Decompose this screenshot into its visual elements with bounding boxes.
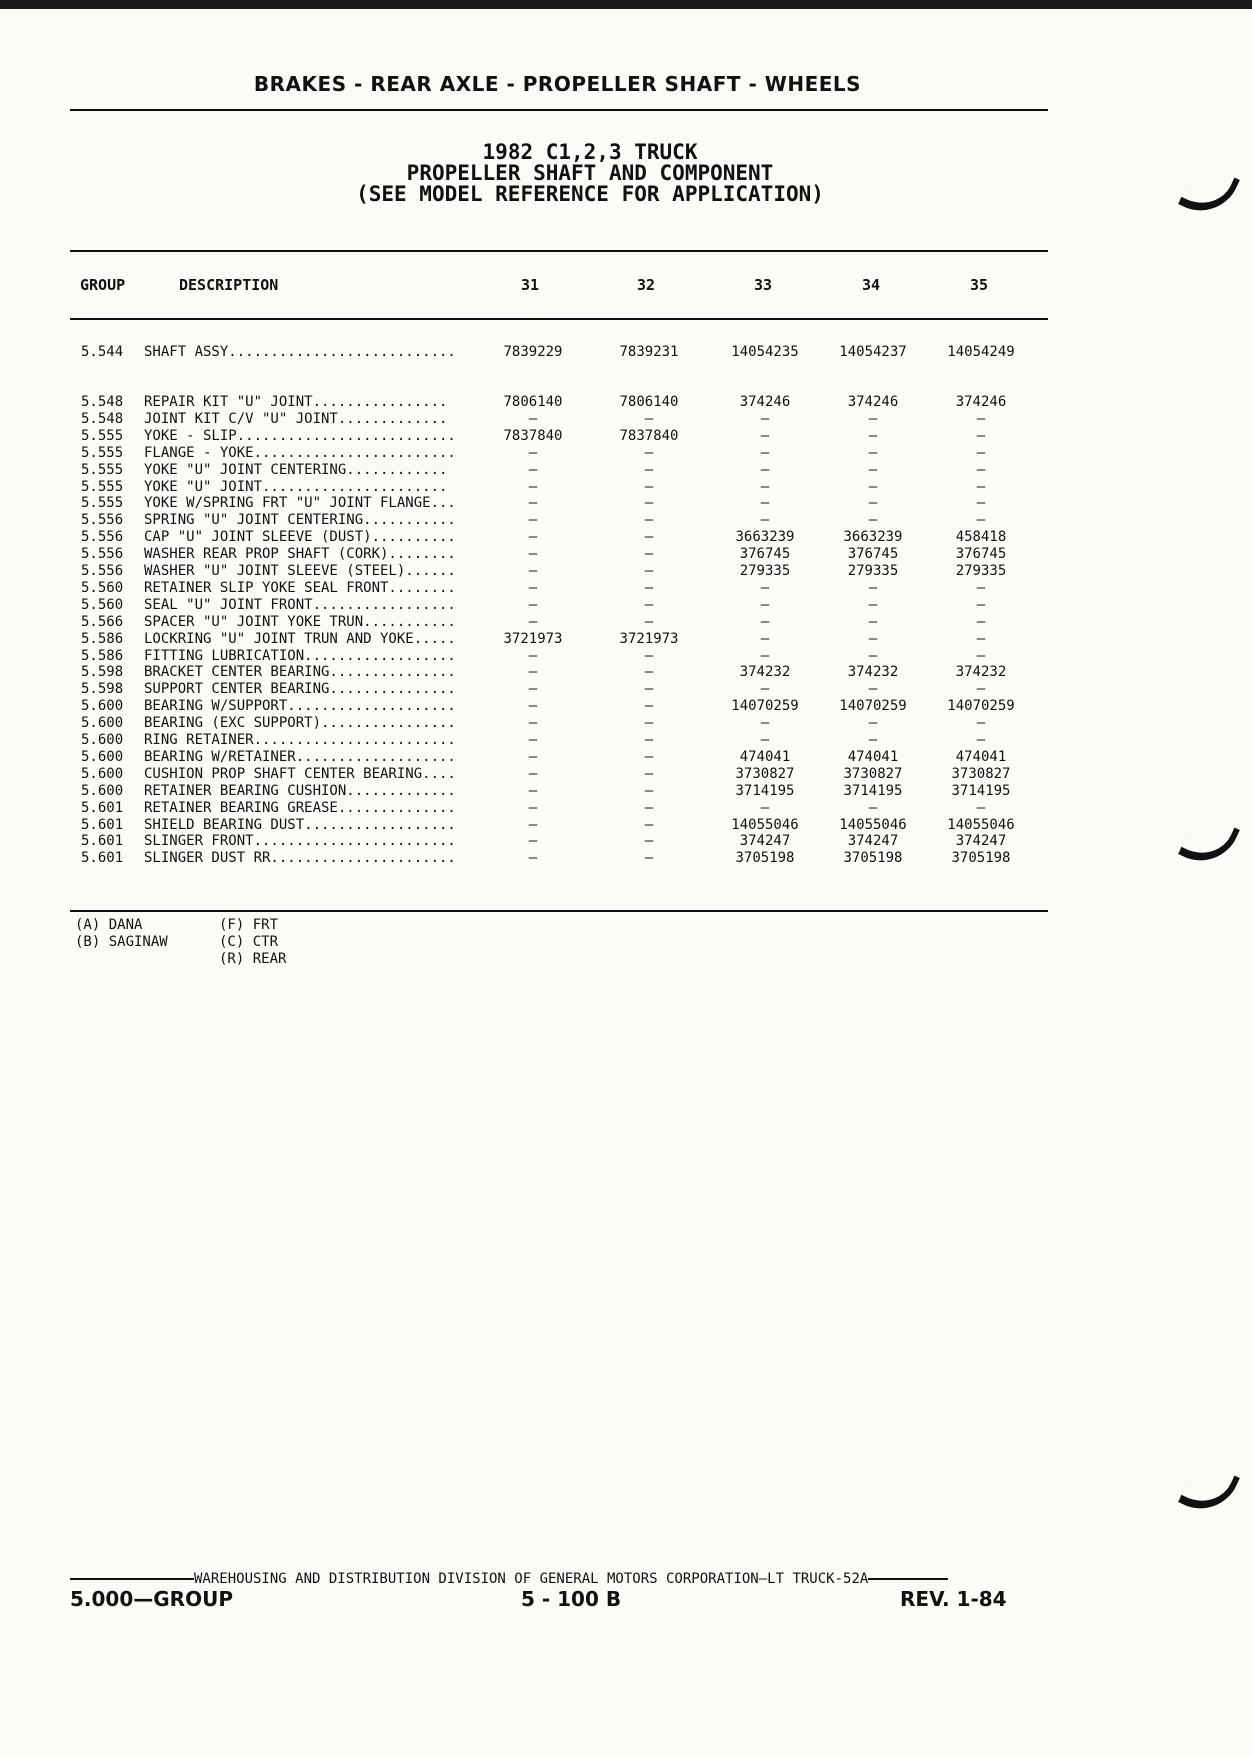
header-bottom-rule (70, 318, 1048, 320)
part-number-cell: — (868, 427, 878, 444)
table-top-rule (70, 250, 1048, 252)
part-number-cell: 374232 (955, 664, 1007, 681)
legend-a: (A) DANA (75, 917, 143, 933)
part-number-cell: — (868, 630, 878, 647)
part-number-cell: 7839231 (619, 344, 679, 360)
part-number-cell: — (760, 681, 770, 698)
part-number-cell: — (644, 444, 654, 461)
row-group-code: 5.598 (81, 664, 124, 681)
part-number-cell: 279335 (955, 563, 1007, 579)
part-number-cell: — (976, 715, 986, 732)
part-number-cell: 14070259 (731, 698, 799, 715)
part-number-cell: 374246 (739, 394, 791, 410)
row-group-code: 5.560 (81, 579, 124, 596)
part-number-cell: 7837840 (503, 427, 563, 444)
part-number-cell: — (528, 715, 538, 732)
col-model-32-header: 32 (637, 276, 656, 294)
part-number-cell: — (868, 799, 878, 816)
row-group-code: 5.544 (81, 344, 124, 360)
row-description: SLINGER FRONT........................ (144, 833, 456, 850)
part-number-cell: 458418 (955, 529, 1007, 546)
row-group-code: 5.555 (81, 444, 124, 461)
part-number-cell: 7806140 (503, 394, 563, 410)
col-model-34-header: 34 (862, 276, 881, 294)
part-number-cell: 474041 (739, 748, 791, 765)
part-number-cell: — (868, 495, 878, 512)
row-group-code: 5.556 (81, 512, 124, 529)
part-number-cell: 14070259 (839, 698, 907, 715)
row-description: RING RETAINER........................ (144, 732, 456, 748)
binder-hole-mark (1178, 1459, 1240, 1522)
table-row (0, 563, 1252, 580)
row-group-code: 5.548 (81, 410, 124, 427)
part-number-cell: — (644, 833, 654, 850)
part-number-cell: — (760, 512, 770, 529)
part-number-cell: — (528, 512, 538, 529)
part-number-cell: 3705198 (735, 850, 795, 867)
part-number-cell: 3714195 (843, 782, 903, 799)
table-row (0, 800, 1252, 817)
title-line-3: (SEE MODEL REFERENCE FOR APPLICATION) (356, 182, 824, 206)
row-description: BEARING W/SUPPORT.................... (144, 698, 456, 715)
row-description: YOKE "U" JOINT...................... (144, 478, 448, 495)
part-number-cell: — (760, 613, 770, 630)
row-description: FLANGE - YOKE........................ (144, 444, 456, 461)
top-edge-bar (0, 0, 1252, 9)
part-number-cell: 3730827 (843, 765, 903, 782)
row-description: SHIELD BEARING DUST.................. (144, 816, 456, 833)
part-number-cell: 7839229 (503, 344, 563, 360)
row-group-code: 5.586 (81, 630, 124, 647)
part-number-cell: — (976, 596, 986, 613)
table-row (0, 495, 1252, 512)
col-model-33-header: 33 (754, 276, 773, 294)
part-number-cell: — (868, 579, 878, 596)
row-description: RETAINER BEARING CUSHION............. (144, 782, 456, 799)
footer-group: 5.000—GROUP (70, 1587, 233, 1611)
part-number-cell: — (644, 715, 654, 732)
part-number-cell: — (644, 613, 654, 630)
part-number-cell: — (644, 478, 654, 495)
footer-revision: REV. 1-84 (900, 1587, 1007, 1611)
row-description: CUSHION PROP SHAFT CENTER BEARING.... (144, 765, 456, 782)
table-row (0, 597, 1252, 614)
table-row (0, 664, 1252, 681)
part-number-cell: — (644, 495, 654, 512)
part-number-cell: — (868, 461, 878, 478)
row-description: WASHER "U" JOINT SLEEVE (STEEL)...... (144, 563, 456, 579)
part-number-cell: — (644, 596, 654, 613)
row-description: SUPPORT CENTER BEARING............... (144, 681, 456, 698)
footer-dash-left (70, 1578, 194, 1580)
part-number-cell: 3714195 (735, 782, 795, 799)
header-rule (70, 109, 1048, 111)
part-number-cell: — (868, 478, 878, 495)
row-description: CAP "U" JOINT SLEEVE (DUST).......... (144, 529, 456, 546)
footer-division: WAREHOUSING AND DISTRIBUTION DIVISION OF GENERAL MOTORS CORPORATION—LT TRUCK-52A (194, 1571, 869, 1587)
part-number-cell: — (976, 427, 986, 444)
part-number-cell: — (976, 732, 986, 748)
row-group-code: 5.555 (81, 427, 124, 444)
part-number-cell: — (644, 732, 654, 748)
part-number-cell: 7806140 (619, 394, 679, 410)
table-row (0, 479, 1252, 496)
row-description: YOKE "U" JOINT CENTERING............ (144, 461, 448, 478)
part-number-cell: — (528, 529, 538, 546)
row-description: SPRING "U" JOINT CENTERING........... (144, 512, 456, 529)
part-number-cell: — (868, 596, 878, 613)
row-description: SLINGER DUST RR...................... (144, 850, 456, 867)
part-number-cell: — (760, 596, 770, 613)
part-number-cell: — (644, 546, 654, 563)
part-number-cell: — (644, 529, 654, 546)
part-number-cell: 3721973 (619, 630, 679, 647)
table-row (0, 817, 1252, 834)
part-number-cell: — (976, 444, 986, 461)
part-number-cell: — (528, 495, 538, 512)
part-number-cell: — (760, 478, 770, 495)
part-number-cell: — (644, 410, 654, 427)
part-number-cell: — (644, 816, 654, 833)
row-group-code: 5.598 (81, 681, 124, 698)
row-description: YOKE - SLIP.......................... (144, 427, 456, 444)
row-description: YOKE W/SPRING FRT "U" JOINT FLANGE... (144, 495, 456, 512)
part-number-cell: — (868, 512, 878, 529)
part-number-cell: 14055046 (839, 816, 907, 833)
part-number-cell: 14055046 (947, 816, 1015, 833)
part-number-cell: — (528, 664, 538, 681)
part-number-cell: 376745 (739, 546, 791, 563)
part-number-cell: — (528, 765, 538, 782)
part-number-cell: — (644, 799, 654, 816)
part-number-cell: 3705198 (951, 850, 1011, 867)
part-number-cell: 7837840 (619, 427, 679, 444)
table-row (0, 749, 1252, 766)
part-number-cell: — (976, 478, 986, 495)
part-number-cell: — (528, 698, 538, 715)
part-number-cell: — (760, 444, 770, 461)
row-group-code: 5.600 (81, 732, 124, 748)
part-number-cell: — (528, 647, 538, 664)
row-group-code: 5.548 (81, 394, 124, 410)
col-model-31-header: 31 (521, 276, 540, 294)
col-group-header: GROUP (80, 276, 126, 294)
part-number-cell: — (528, 613, 538, 630)
part-number-cell: — (976, 681, 986, 698)
part-number-cell: — (868, 681, 878, 698)
part-number-cell: — (528, 563, 538, 579)
part-number-cell: 374246 (955, 394, 1007, 410)
part-number-cell: — (528, 732, 538, 748)
row-group-code: 5.600 (81, 748, 124, 765)
part-number-cell: — (760, 630, 770, 647)
row-description: SEAL "U" JOINT FRONT................. (144, 596, 456, 613)
part-number-cell: — (644, 579, 654, 596)
table-row (0, 462, 1252, 479)
part-number-cell: 14055046 (731, 816, 799, 833)
row-description: BRACKET CENTER BEARING............... (144, 664, 456, 681)
row-group-code: 5.556 (81, 563, 124, 579)
row-group-code: 5.601 (81, 833, 124, 850)
row-group-code: 5.556 (81, 546, 124, 563)
row-description: BEARING (EXC SUPPORT)................ (144, 715, 456, 732)
row-description: LOCKRING "U" JOINT TRUN AND YOKE..... (144, 630, 456, 647)
row-description: BEARING W/RETAINER................... (144, 748, 456, 765)
title-line-2: PROPELLER SHAFT AND COMPONENT (406, 161, 774, 185)
part-number-cell: — (760, 495, 770, 512)
row-group-code: 5.600 (81, 765, 124, 782)
part-number-cell: — (868, 444, 878, 461)
part-number-cell: — (528, 596, 538, 613)
binder-hole-mark (1178, 161, 1240, 224)
table-row (0, 445, 1252, 462)
part-number-cell: — (528, 478, 538, 495)
row-group-code: 5.555 (81, 461, 124, 478)
part-number-cell: — (528, 850, 538, 867)
footer-division-line (70, 1571, 1048, 1587)
part-number-cell: 3663239 (735, 529, 795, 546)
part-number-cell: 14054237 (839, 344, 907, 360)
row-description: WASHER REAR PROP SHAFT (CORK)........ (144, 546, 456, 563)
row-group-code: 5.560 (81, 596, 124, 613)
row-group-code: 5.600 (81, 782, 124, 799)
row-group-code: 5.586 (81, 647, 124, 664)
table-row (0, 833, 1252, 850)
row-group-code: 5.566 (81, 613, 124, 630)
part-number-cell: — (976, 579, 986, 596)
part-number-cell: 3721973 (503, 630, 563, 647)
part-number-cell: — (976, 495, 986, 512)
part-number-cell: 14070259 (947, 698, 1015, 715)
row-description: RETAINER BEARING GREASE.............. (144, 799, 456, 816)
part-number-cell: 279335 (739, 563, 791, 579)
part-number-cell: — (760, 732, 770, 748)
part-number-cell: — (760, 647, 770, 664)
row-group-code: 5.555 (81, 495, 124, 512)
part-number-cell: 14054249 (947, 344, 1015, 360)
part-number-cell: — (528, 546, 538, 563)
part-number-cell: — (644, 647, 654, 664)
part-number-cell: — (976, 461, 986, 478)
row-group-code: 5.600 (81, 698, 124, 715)
row-description: RETAINER SLIP YOKE SEAL FRONT........ (144, 579, 456, 596)
part-number-cell: — (644, 698, 654, 715)
table-row (0, 648, 1252, 665)
part-number-cell: — (528, 410, 538, 427)
part-number-cell: 374247 (739, 833, 791, 850)
part-number-cell: — (976, 630, 986, 647)
part-number-cell: — (976, 512, 986, 529)
table-row (0, 681, 1252, 698)
part-number-cell: — (868, 715, 878, 732)
part-number-cell: — (528, 833, 538, 850)
part-number-cell: 279335 (847, 563, 899, 579)
table-row (0, 850, 1252, 867)
part-number-cell: — (644, 664, 654, 681)
part-number-cell: — (528, 444, 538, 461)
part-number-cell: 3705198 (843, 850, 903, 867)
row-group-code: 5.555 (81, 478, 124, 495)
part-number-cell: — (760, 461, 770, 478)
row-group-code: 5.601 (81, 799, 124, 816)
part-number-cell: 374247 (955, 833, 1007, 850)
legend-c: (C) CTR (219, 934, 279, 950)
row-group-code: 5.600 (81, 715, 124, 732)
table-row (0, 428, 1252, 445)
part-number-cell: 374246 (847, 394, 899, 410)
part-number-cell: — (760, 715, 770, 732)
part-number-cell: — (528, 748, 538, 765)
legend-b: (B) SAGINAW (75, 934, 168, 950)
table-bottom-rule (70, 910, 1048, 912)
part-number-cell: — (644, 681, 654, 698)
row-group-code: 5.601 (81, 816, 124, 833)
row-group-code: 5.601 (81, 850, 124, 867)
part-number-cell: — (760, 410, 770, 427)
part-number-cell: — (528, 782, 538, 799)
part-number-cell: — (528, 681, 538, 698)
part-number-cell: — (868, 613, 878, 630)
part-number-cell: 376745 (955, 546, 1007, 563)
title-line-1: 1982 C1,2,3 TRUCK (482, 140, 698, 164)
part-number-cell: — (976, 799, 986, 816)
row-description: SHAFT ASSY........................... (144, 344, 456, 360)
table-row (0, 411, 1252, 428)
table-row (0, 783, 1252, 800)
row-description: SPACER "U" JOINT YOKE TRUN........... (144, 613, 456, 630)
page-header: BRAKES - REAR AXLE - PROPELLER SHAFT - WHEELS (253, 72, 862, 96)
part-number-cell: — (528, 816, 538, 833)
part-number-cell: 474041 (955, 748, 1007, 765)
part-number-cell: 3663239 (843, 529, 903, 546)
legend-f: (F) FRT (219, 917, 279, 933)
part-number-cell: — (528, 799, 538, 816)
row-description: JOINT KIT C/V "U" JOINT............. (144, 410, 448, 427)
part-number-cell: — (760, 579, 770, 596)
part-number-cell: — (976, 613, 986, 630)
part-number-cell: — (868, 410, 878, 427)
part-number-cell: — (644, 563, 654, 579)
table-row (0, 529, 1252, 546)
part-number-cell: 14054235 (731, 344, 799, 360)
table-row (0, 512, 1252, 529)
table-row (0, 614, 1252, 631)
part-number-cell: 376745 (847, 546, 899, 563)
table-row (0, 394, 1252, 411)
part-number-cell: — (644, 748, 654, 765)
part-number-cell: — (760, 799, 770, 816)
table-row (0, 715, 1252, 732)
part-number-cell: 374247 (847, 833, 899, 850)
table-row (0, 732, 1252, 749)
part-number-cell: 474041 (847, 748, 899, 765)
part-number-cell: — (644, 765, 654, 782)
part-number-cell: — (528, 579, 538, 596)
part-number-cell: — (644, 512, 654, 529)
part-number-cell: — (528, 461, 538, 478)
table-row (0, 580, 1252, 597)
part-number-cell: — (868, 647, 878, 664)
part-number-cell: — (760, 427, 770, 444)
row-group-code: 5.556 (81, 529, 124, 546)
part-number-cell: — (644, 461, 654, 478)
row-description: REPAIR KIT "U" JOINT................ (144, 394, 448, 410)
part-number-cell: — (976, 647, 986, 664)
part-number-cell: — (644, 850, 654, 867)
part-number-cell: — (644, 782, 654, 799)
part-number-cell: 374232 (739, 664, 791, 681)
part-number-cell: 3730827 (951, 765, 1011, 782)
part-number-cell: — (976, 410, 986, 427)
footer-dash-right (868, 1578, 948, 1580)
part-number-cell: — (868, 732, 878, 748)
table-row (0, 631, 1252, 648)
part-number-cell: 374232 (847, 664, 899, 681)
part-number-cell: 3714195 (951, 782, 1011, 799)
table-row (0, 766, 1252, 783)
table-row (0, 344, 1252, 361)
table-row (0, 546, 1252, 563)
legend-r: (R) REAR (219, 951, 287, 967)
part-number-cell: 3730827 (735, 765, 795, 782)
col-description-header: DESCRIPTION (179, 276, 279, 294)
table-row (0, 698, 1252, 715)
footer-page-number: 5 - 100 B (521, 1587, 622, 1611)
col-model-35-header: 35 (970, 276, 989, 294)
row-description: FITTING LUBRICATION.................. (144, 647, 456, 664)
